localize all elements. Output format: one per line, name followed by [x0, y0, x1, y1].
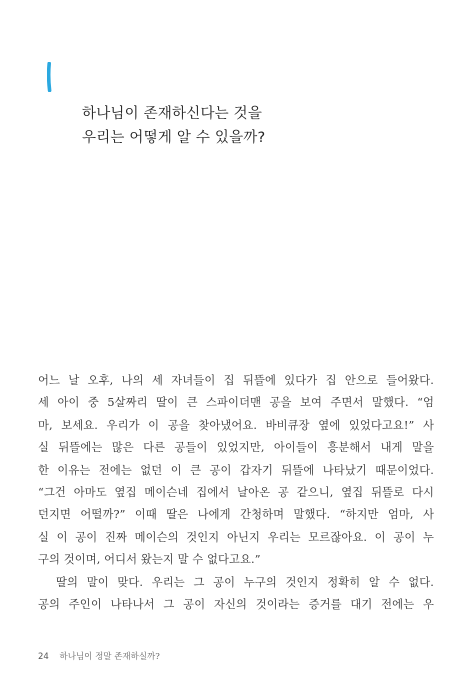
- chapter-heading-line-2: 우리는 어떻게 알 수 있을까?: [82, 130, 266, 146]
- page-footer: [38, 650, 160, 662]
- chapter-marker-icon: [47, 62, 54, 92]
- chapter-heading: [82, 102, 265, 150]
- body-line: 한 이유는 전에는 없던 이 큰 공이 갑자기 뒤뜰에 나타났기 때문이었다.: [38, 463, 434, 477]
- body-line: 던지면 어떨까?” 이때 딸은 나에게 간청하며 말했다. “하지만 엄마, 사: [38, 508, 434, 522]
- body-line: 마, 보세요. 우리가 이 공을 찾아냈어요. 바비큐장 옆에 있었다고요!” 사: [38, 418, 434, 432]
- body-line: 구의 것이며, 어디서 왔는지 말 수 없다고요.”: [38, 553, 261, 567]
- page-number: 24: [38, 652, 49, 662]
- body-line: 딸의 말이 맞다. 우리는 그 공이 누구의 것인지 정확히 알 수 없다.: [56, 575, 434, 589]
- body-line: 실 이 공이 진짜 메이슨의 것인지 아닌지 우리는 모르잖아요. 이 공이 누: [38, 530, 434, 544]
- body-line: 공의 주인이 나타나서 그 공이 자신의 것이라는 증거를 대기 전에는 우: [38, 598, 434, 612]
- body-text: [38, 370, 434, 616]
- body-line: 실 뒤뜰에는 많은 다른 공들이 있었지만, 아이들이 흥분해서 내게 말을: [38, 441, 434, 455]
- chapter-marker-stroke: [49, 64, 50, 91]
- chapter-heading-line-1: 하나님이 존재하신다는 것을: [82, 106, 263, 122]
- body-line: “그건 아마도 옆집 메이슨네 집에서 날아온 공 같으니, 옆집 뒤뜰로 다시: [38, 486, 434, 500]
- body-line: 어느 날 오후, 나의 세 자녀들이 집 뒤뜰에 있다가 집 안으로 들어왔다.: [38, 374, 434, 387]
- body-line: 세 아이 중 5살짜리 딸이 큰 스파이더맨 공을 보여 주면서 말했다. “엄: [38, 396, 434, 410]
- running-title: 하나님이 정말 존재하실까?: [59, 652, 160, 662]
